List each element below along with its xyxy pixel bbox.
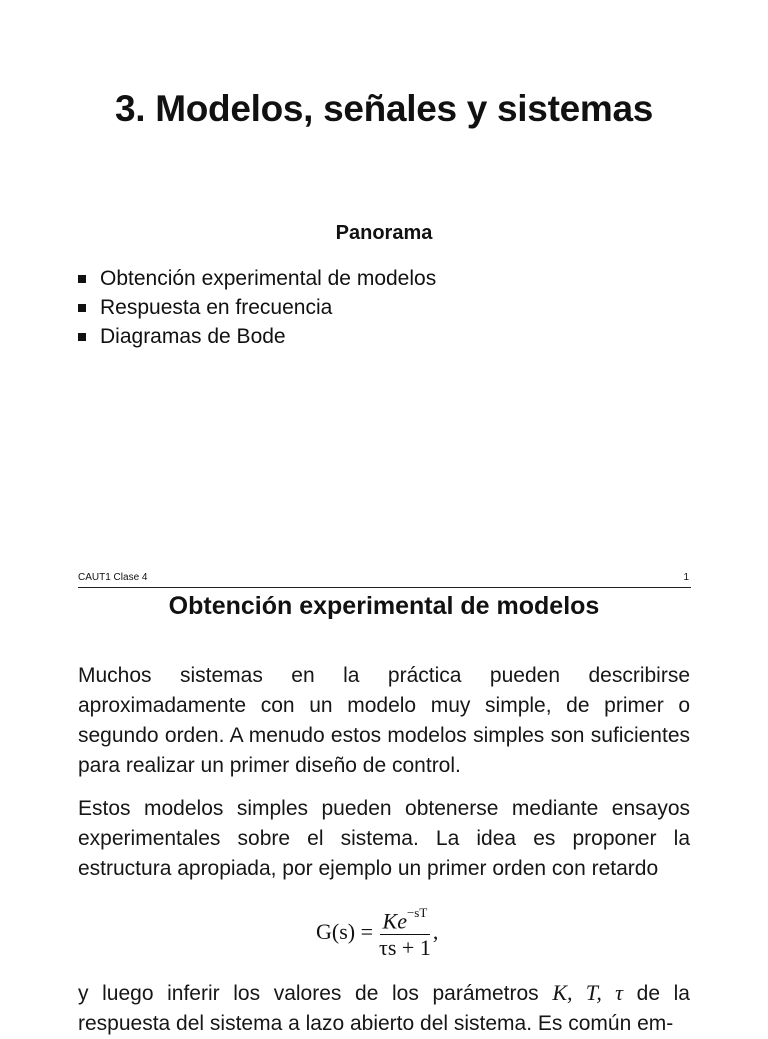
list-item-text: Respuesta en frecuencia — [100, 295, 333, 319]
paragraph: Muchos sistemas en la práctica pueden describirse aproximadamente con un modelo muy simple, de primer o segundo orden. A menudo estos modelos simples son suficientes para realizar un primer diseño de control. — [78, 664, 690, 777]
paragraph — [78, 978, 690, 1039]
square-bullet-icon — [78, 275, 86, 283]
slide-footer — [78, 572, 691, 589]
paragraph: Estos modelos simples pueden obtenerse mediante ensayos experimentales sobre el sistema. La idea es proponer la estructura apropiada, por ejemplo un primer orden con retardo — [78, 797, 690, 880]
footer-course-label: CAUT1 Clase 4 — [78, 572, 148, 583]
equation-numerator — [380, 905, 431, 935]
parameter-symbols: K, T, τ — [552, 980, 624, 1005]
list-item-text: Diagramas de Bode — [100, 324, 286, 348]
paragraph-text: y luego inferir los valores de los parámetros — [78, 982, 539, 1005]
equation-fraction — [379, 905, 431, 959]
square-bullet-icon — [78, 333, 86, 341]
slide-title: 3. Modelos, señales y sistemas — [114, 88, 654, 129]
slide-title: Obtención experimental de modelos — [168, 592, 600, 620]
equation-denominator: τs + 1 — [379, 935, 431, 961]
page-number: 1 — [683, 572, 689, 583]
section-heading: Panorama — [335, 222, 433, 244]
paragraph-text: de la respuesta del sistema a lazo abierto del sistema. Es común em- — [78, 982, 690, 1035]
list-item — [78, 293, 436, 322]
numerator-exponent: −sT — [406, 904, 428, 920]
equation-lhs: G(s) = — [316, 919, 374, 944]
numerator-base: Ke — [382, 908, 407, 934]
list-item — [78, 322, 436, 351]
square-bullet-icon — [78, 304, 86, 312]
list-item-text: Obtención experimental de modelos — [100, 266, 437, 290]
transfer-function-equation — [316, 904, 438, 960]
equation-trailing: , — [432, 919, 439, 944]
list-item — [78, 264, 436, 293]
bullet-list — [78, 264, 436, 351]
footer-divider — [78, 587, 691, 588]
